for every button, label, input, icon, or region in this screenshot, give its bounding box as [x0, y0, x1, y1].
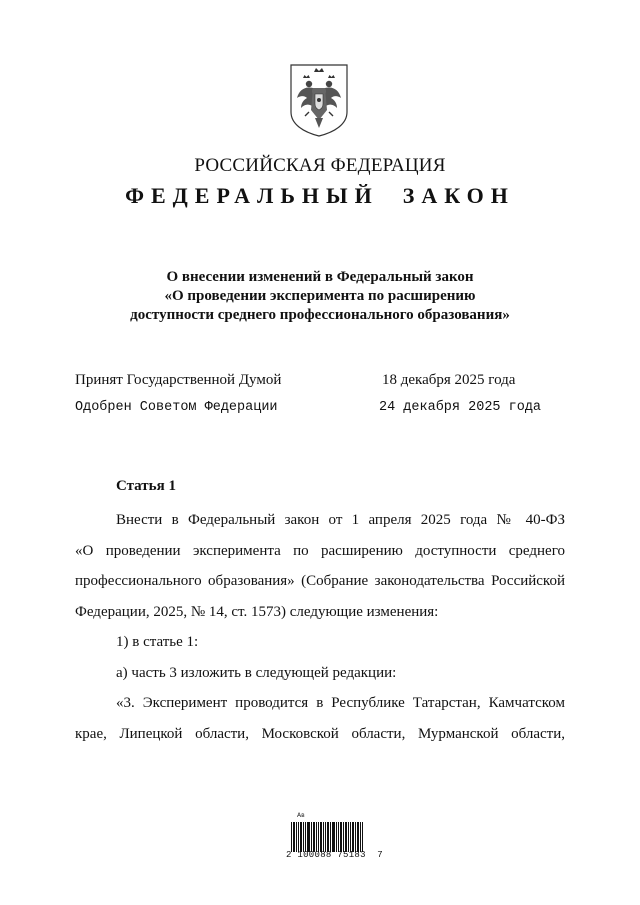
law-title-line-1: О внесении изменений в Федеральный закон	[166, 269, 474, 285]
article-body	[75, 505, 565, 749]
law-title	[0, 268, 640, 325]
law-title-line-3: доступности среднего профессионального образования»	[130, 307, 510, 323]
council-approval-date: 24 декабря 2025 года	[379, 400, 542, 415]
quoted-text-line: крае, Липецкой области, Московской области, Мурманской области,	[75, 725, 565, 742]
barcode-number: 2 100088 75183 7	[286, 850, 383, 860]
quoted-text-line: «3. Эксперимент проводится в Республике Татарстан, Камчатском	[116, 695, 565, 711]
duma-adoption-date: 18 декабря 2025 года	[382, 372, 516, 388]
article-paragraph-line: «О проведении эксперимента по расширению доступности среднего	[75, 542, 565, 559]
article-paragraph-line: Федерации, 2025, № 14, ст. 1573) следующие изменения:	[75, 603, 439, 620]
document-type-word-2: ЗАКОН	[402, 183, 515, 208]
russian-coat-of-arms-icon	[287, 62, 351, 138]
article-paragraph-line: профессионального образования» (Собрание законодательства Российской	[75, 573, 565, 589]
document-type	[0, 183, 640, 209]
article-item-1: 1) в статье 1:	[116, 634, 199, 650]
council-approval-label: Одобрен Советом Федерации	[75, 400, 278, 415]
country-name: РОССИЙСКАЯ ФЕДЕРАЦИЯ	[194, 155, 446, 176]
law-title-line-2: «О проведении эксперимента по расширению	[164, 288, 476, 304]
duma-adoption-label: Принят Государственной Думой	[75, 372, 282, 388]
barcode-mark: Ав	[297, 812, 305, 819]
document-type-word-1: ФЕДЕРАЛЬНЫЙ	[125, 183, 379, 208]
article-paragraph-line: Внести в Федеральный закон от 1 апреля 2025 года № 40-ФЗ	[116, 512, 565, 528]
article-item-a: а) часть 3 изложить в следующей редакции:	[116, 664, 397, 681]
article-heading: Статья 1	[116, 478, 176, 494]
